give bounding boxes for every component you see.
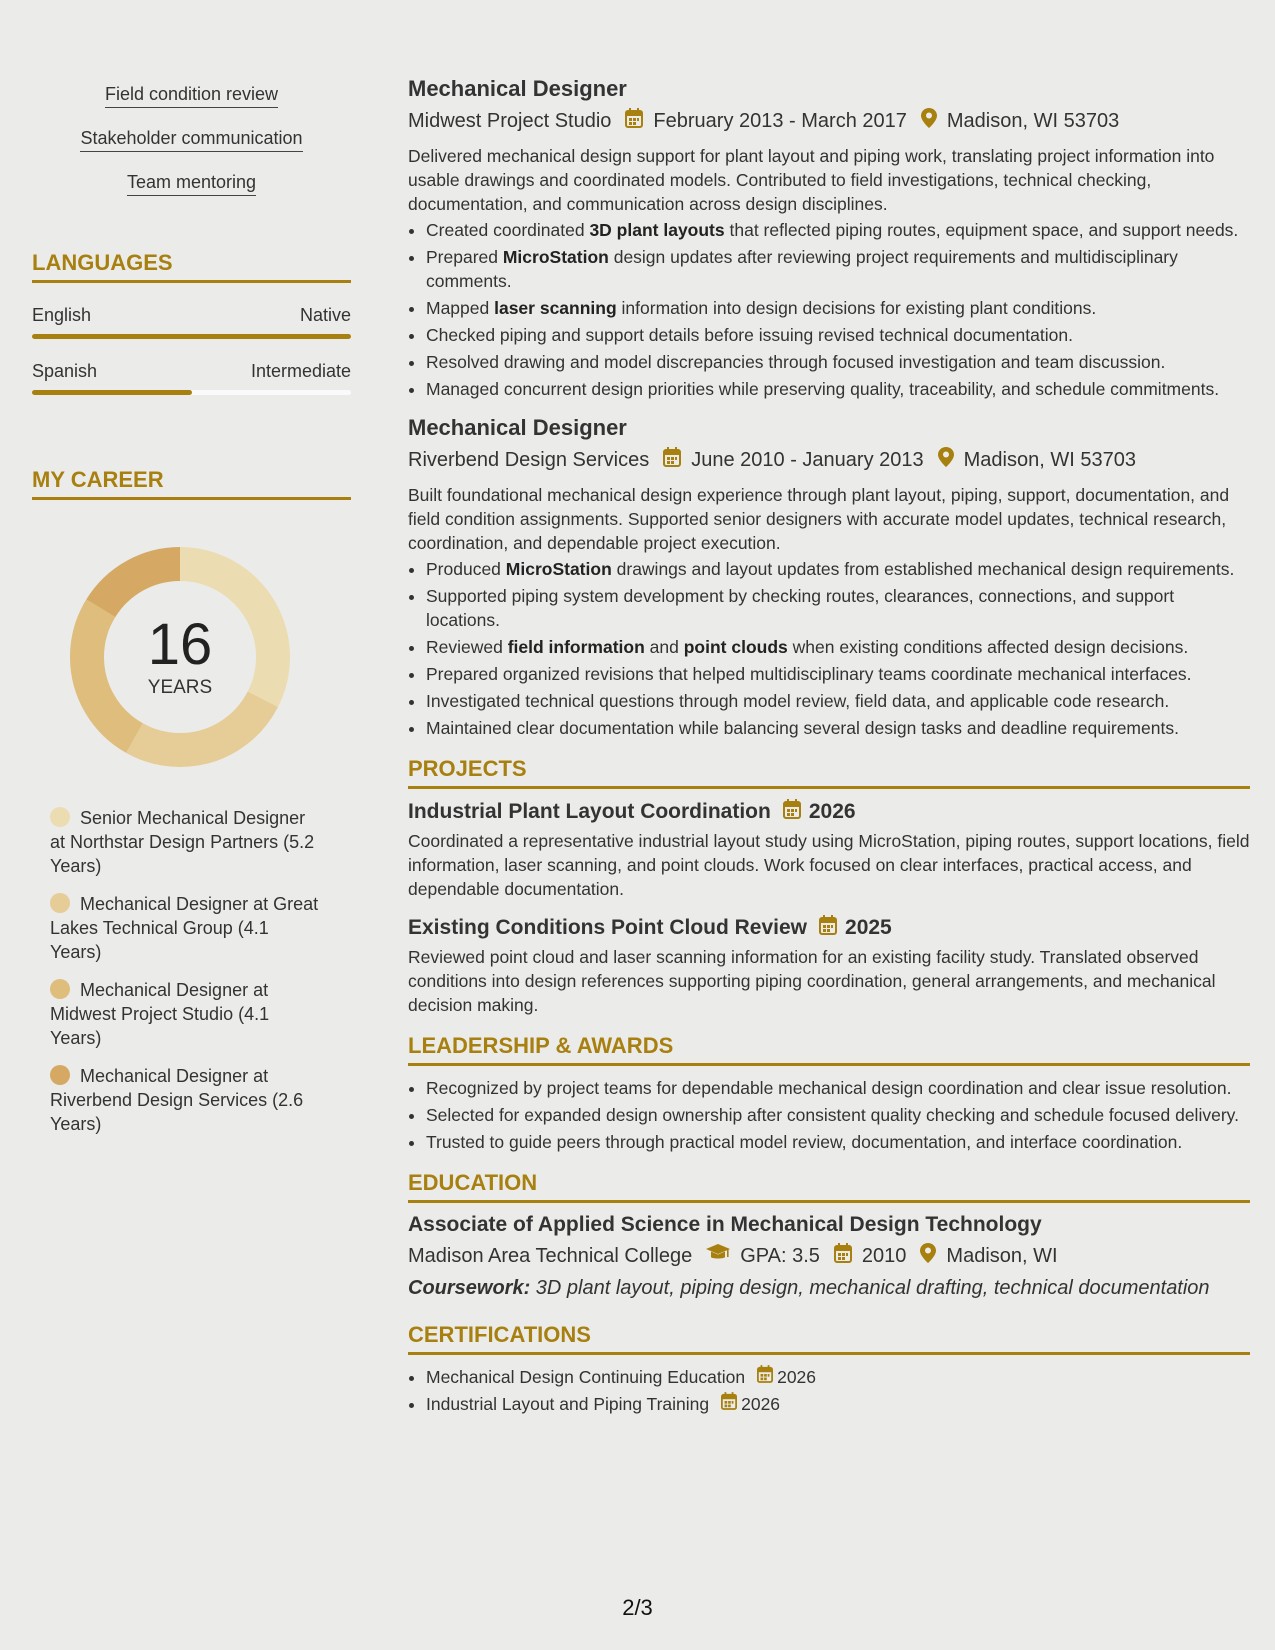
bullet-keyword: point clouds bbox=[683, 637, 788, 657]
bullet-text: Investigated technical questions through model review, field data, and applicable code research. bbox=[426, 691, 1170, 711]
job-entry bbox=[408, 415, 1250, 740]
certification-year: 2026 bbox=[741, 1394, 781, 1414]
coursework-label: Coursework: bbox=[408, 1277, 531, 1299]
project-name: Existing Conditions Point Cloud Review bbox=[408, 916, 808, 939]
projects-heading: PROJECTS bbox=[408, 756, 1250, 789]
project-entry bbox=[408, 799, 1250, 901]
bullet-text: Maintained clear documentation while balancing several design tasks and deadline requirements. bbox=[426, 718, 1179, 738]
calendar-icon bbox=[783, 799, 801, 825]
career-legend-text: Mechanical Designer at Midwest Project Studio (4.1 Years) bbox=[50, 980, 270, 1048]
leadership-list bbox=[408, 1076, 1250, 1154]
coursework bbox=[408, 1277, 1250, 1300]
job-bullet bbox=[426, 377, 1250, 401]
certifications-heading: CERTIFICATIONS bbox=[408, 1322, 1250, 1355]
bullet-text: Supported piping system development by checking routes, clearances, connections, and support locations. bbox=[426, 586, 1175, 630]
bullet-text: Resolved drawing and model discrepancies through focused investigation and team discussion. bbox=[426, 352, 1166, 372]
location-pin-icon bbox=[921, 108, 937, 134]
job-bullets bbox=[408, 218, 1250, 401]
degree-title: Associate of Applied Science in Mechanical Design Technology bbox=[408, 1213, 1042, 1236]
language-english bbox=[32, 305, 351, 339]
graduation-year: 2010 bbox=[861, 1244, 907, 1267]
job-bullet bbox=[426, 662, 1250, 686]
job-bullet bbox=[426, 245, 1250, 293]
bullet-keyword: MicroStation bbox=[505, 559, 612, 579]
project-name: Industrial Plant Layout Coordination bbox=[408, 800, 771, 823]
project-entry bbox=[408, 915, 1250, 1017]
leadership-item: • Selected for expanded design ownership after consistent quality checking and schedule focused delivery. bbox=[426, 1103, 1250, 1127]
job-bullet bbox=[426, 350, 1250, 374]
job-bullet bbox=[426, 716, 1250, 740]
bullet-text: Created coordinated bbox=[426, 220, 590, 240]
legend-swatch bbox=[50, 979, 70, 999]
job-location: Madison, WI 53703 bbox=[946, 109, 1120, 132]
job-bullet bbox=[426, 689, 1250, 713]
job-bullet bbox=[426, 296, 1250, 320]
job-dates: February 2013 - March 2017 bbox=[653, 109, 907, 132]
calendar-icon bbox=[663, 447, 681, 473]
job-bullet bbox=[426, 323, 1250, 347]
career-legend-text: Senior Mechanical Designer at Northstar Design Partners (5.2 Years) bbox=[50, 808, 315, 876]
job-description: Delivered mechanical design support for plant layout and piping work, translating project information into usable drawings and coordinated models. Contributed to field investigations, technical checking, documentation, and communication across design disciplines. bbox=[408, 146, 1215, 214]
calendar-icon bbox=[819, 915, 837, 941]
career-legend-text: Mechanical Designer at Great Lakes Technical Group (4.1 Years) bbox=[50, 894, 319, 962]
career-legend-item bbox=[50, 978, 320, 1050]
language-name: Spanish bbox=[32, 361, 98, 381]
bullet-keyword: 3D plant layouts bbox=[589, 220, 725, 240]
legend-swatch bbox=[50, 893, 70, 913]
location-pin-icon bbox=[938, 447, 954, 473]
bullet-text: design updates after reviewing project requirements and multidisciplinary comments. bbox=[426, 247, 1178, 291]
bullet-text: that reflected piping routes, equipment space, and support needs. bbox=[724, 220, 1239, 240]
calendar-icon bbox=[721, 1392, 737, 1416]
education-entry bbox=[408, 1213, 1250, 1300]
bullet-text: Checked piping and support details before issuing revised technical documentation. bbox=[426, 325, 1073, 345]
project-year: 2025 bbox=[845, 916, 892, 939]
job-bullet bbox=[426, 557, 1250, 581]
skill-item: Stakeholder communication bbox=[80, 128, 302, 152]
company-name: Midwest Project Studio bbox=[408, 109, 612, 132]
career-legend-item bbox=[50, 806, 320, 878]
certification-year: 2026 bbox=[777, 1367, 817, 1387]
project-description: Coordinated a representative industrial layout study using MicroStation, piping routes, support locations, field information, laser scanning, and point clouds. Work focused on clear interfaces, practical access, and dependable documentation. bbox=[408, 831, 1250, 899]
bullet-keyword: laser scanning bbox=[494, 298, 617, 318]
job-title: Mechanical Designer bbox=[408, 415, 627, 440]
location-pin-icon bbox=[920, 1243, 936, 1269]
job-entry bbox=[408, 76, 1250, 401]
career-heading: MY CAREER bbox=[32, 467, 351, 500]
career-donut-chart bbox=[65, 542, 295, 772]
coursework-text: 3D plant layout, piping design, mechanical drafting, technical documentation bbox=[530, 1277, 1210, 1299]
legend-swatch bbox=[50, 807, 70, 827]
job-bullet bbox=[426, 635, 1250, 659]
leadership-item: • Recognized by project teams for dependable mechanical design coordination and clear issue resolution. bbox=[426, 1076, 1250, 1100]
bullet-text: when existing conditions affected design decisions. bbox=[787, 637, 1189, 657]
career-legend-item bbox=[50, 892, 320, 964]
project-year: 2026 bbox=[808, 800, 856, 823]
language-level-fill bbox=[32, 334, 351, 339]
job-bullet bbox=[426, 584, 1250, 632]
language-level: Intermediate bbox=[250, 361, 351, 381]
certification-name: • Mechanical Design Continuing Education bbox=[426, 1367, 746, 1387]
skill-item: Field condition review bbox=[105, 84, 278, 108]
company-name: Riverbend Design Services bbox=[408, 448, 650, 471]
certification-name: • Industrial Layout and Piping Training bbox=[426, 1394, 710, 1414]
project-description: Reviewed point cloud and laser scanning information for an existing facility study. Translated observed conditions into design references supporting piping coordination, general arrangements, and mechanical decision making. bbox=[408, 947, 1216, 1015]
bullet-keyword: MicroStation bbox=[502, 247, 609, 267]
right-column bbox=[408, 76, 1250, 1419]
language-name: English bbox=[32, 305, 92, 325]
bullet-keyword: field information bbox=[507, 637, 645, 657]
job-title: Mechanical Designer bbox=[408, 76, 627, 101]
gpa: GPA: 3.5 bbox=[740, 1244, 820, 1267]
career-years-label: YEARS bbox=[147, 677, 213, 698]
certification-item bbox=[426, 1392, 1250, 1416]
job-bullets bbox=[408, 557, 1250, 740]
education-heading: EDUCATION bbox=[408, 1170, 1250, 1203]
language-level-bar bbox=[32, 390, 351, 395]
job-description: Built foundational mechanical design experience through plant layout, piping, support, documentation, and field condition assignments. Supported senior designers with accurate model updates, technical research, coordination, and dependable project execution. bbox=[408, 485, 1230, 553]
language-level-bar bbox=[32, 334, 351, 339]
bullet-text: Reviewed bbox=[426, 637, 508, 657]
calendar-icon bbox=[757, 1365, 773, 1389]
job-location: Madison, WI 53703 bbox=[963, 448, 1136, 471]
career-legend-item bbox=[50, 1064, 320, 1136]
job-bullet bbox=[426, 218, 1250, 242]
leadership-heading: LEADERSHIP & AWARDS bbox=[408, 1033, 1250, 1066]
legend-swatch bbox=[50, 1065, 70, 1085]
career-legend-text: Mechanical Designer at Riverbend Design Services (2.6 Years) bbox=[50, 1066, 304, 1134]
bullet-text: Prepared organized revisions that helped multidisciplinary teams coordinate mechanical interfaces. bbox=[426, 664, 1192, 684]
calendar-icon bbox=[834, 1243, 852, 1269]
school-name: Madison Area Technical College bbox=[408, 1244, 693, 1267]
calendar-icon bbox=[625, 108, 643, 134]
bullet-text: Mapped bbox=[426, 298, 495, 318]
language-level: Native bbox=[299, 305, 351, 325]
language-spanish bbox=[32, 361, 351, 395]
school-location: Madison, WI bbox=[946, 1244, 1058, 1267]
bullet-text: information into design decisions for existing plant conditions. bbox=[616, 298, 1097, 318]
page-number: 2/3 bbox=[622, 1595, 653, 1620]
certification-item bbox=[426, 1365, 1250, 1389]
skills-list bbox=[32, 84, 351, 216]
language-level-fill bbox=[32, 390, 192, 395]
left-column bbox=[32, 84, 351, 1150]
bullet-text: drawings and layout updates from established mechanical design requirements. bbox=[611, 559, 1235, 579]
bullet-text: and bbox=[644, 637, 684, 657]
graduation-cap-icon bbox=[706, 1244, 730, 1268]
skill-item: Team mentoring bbox=[127, 172, 256, 196]
bullet-text: Prepared bbox=[426, 247, 503, 267]
leadership-item: • Trusted to guide peers through practical model review, documentation, and interface coordination. bbox=[426, 1130, 1250, 1154]
career-legend bbox=[50, 806, 320, 1136]
career-total-years: 16 bbox=[147, 612, 213, 677]
bullet-text: Produced bbox=[426, 559, 506, 579]
job-dates: June 2010 - January 2013 bbox=[691, 448, 924, 471]
certifications-list bbox=[408, 1365, 1250, 1416]
bullet-text: Managed concurrent design priorities while preserving quality, traceability, and schedule commitments. bbox=[426, 379, 1220, 399]
languages-heading: LANGUAGES bbox=[32, 250, 351, 283]
